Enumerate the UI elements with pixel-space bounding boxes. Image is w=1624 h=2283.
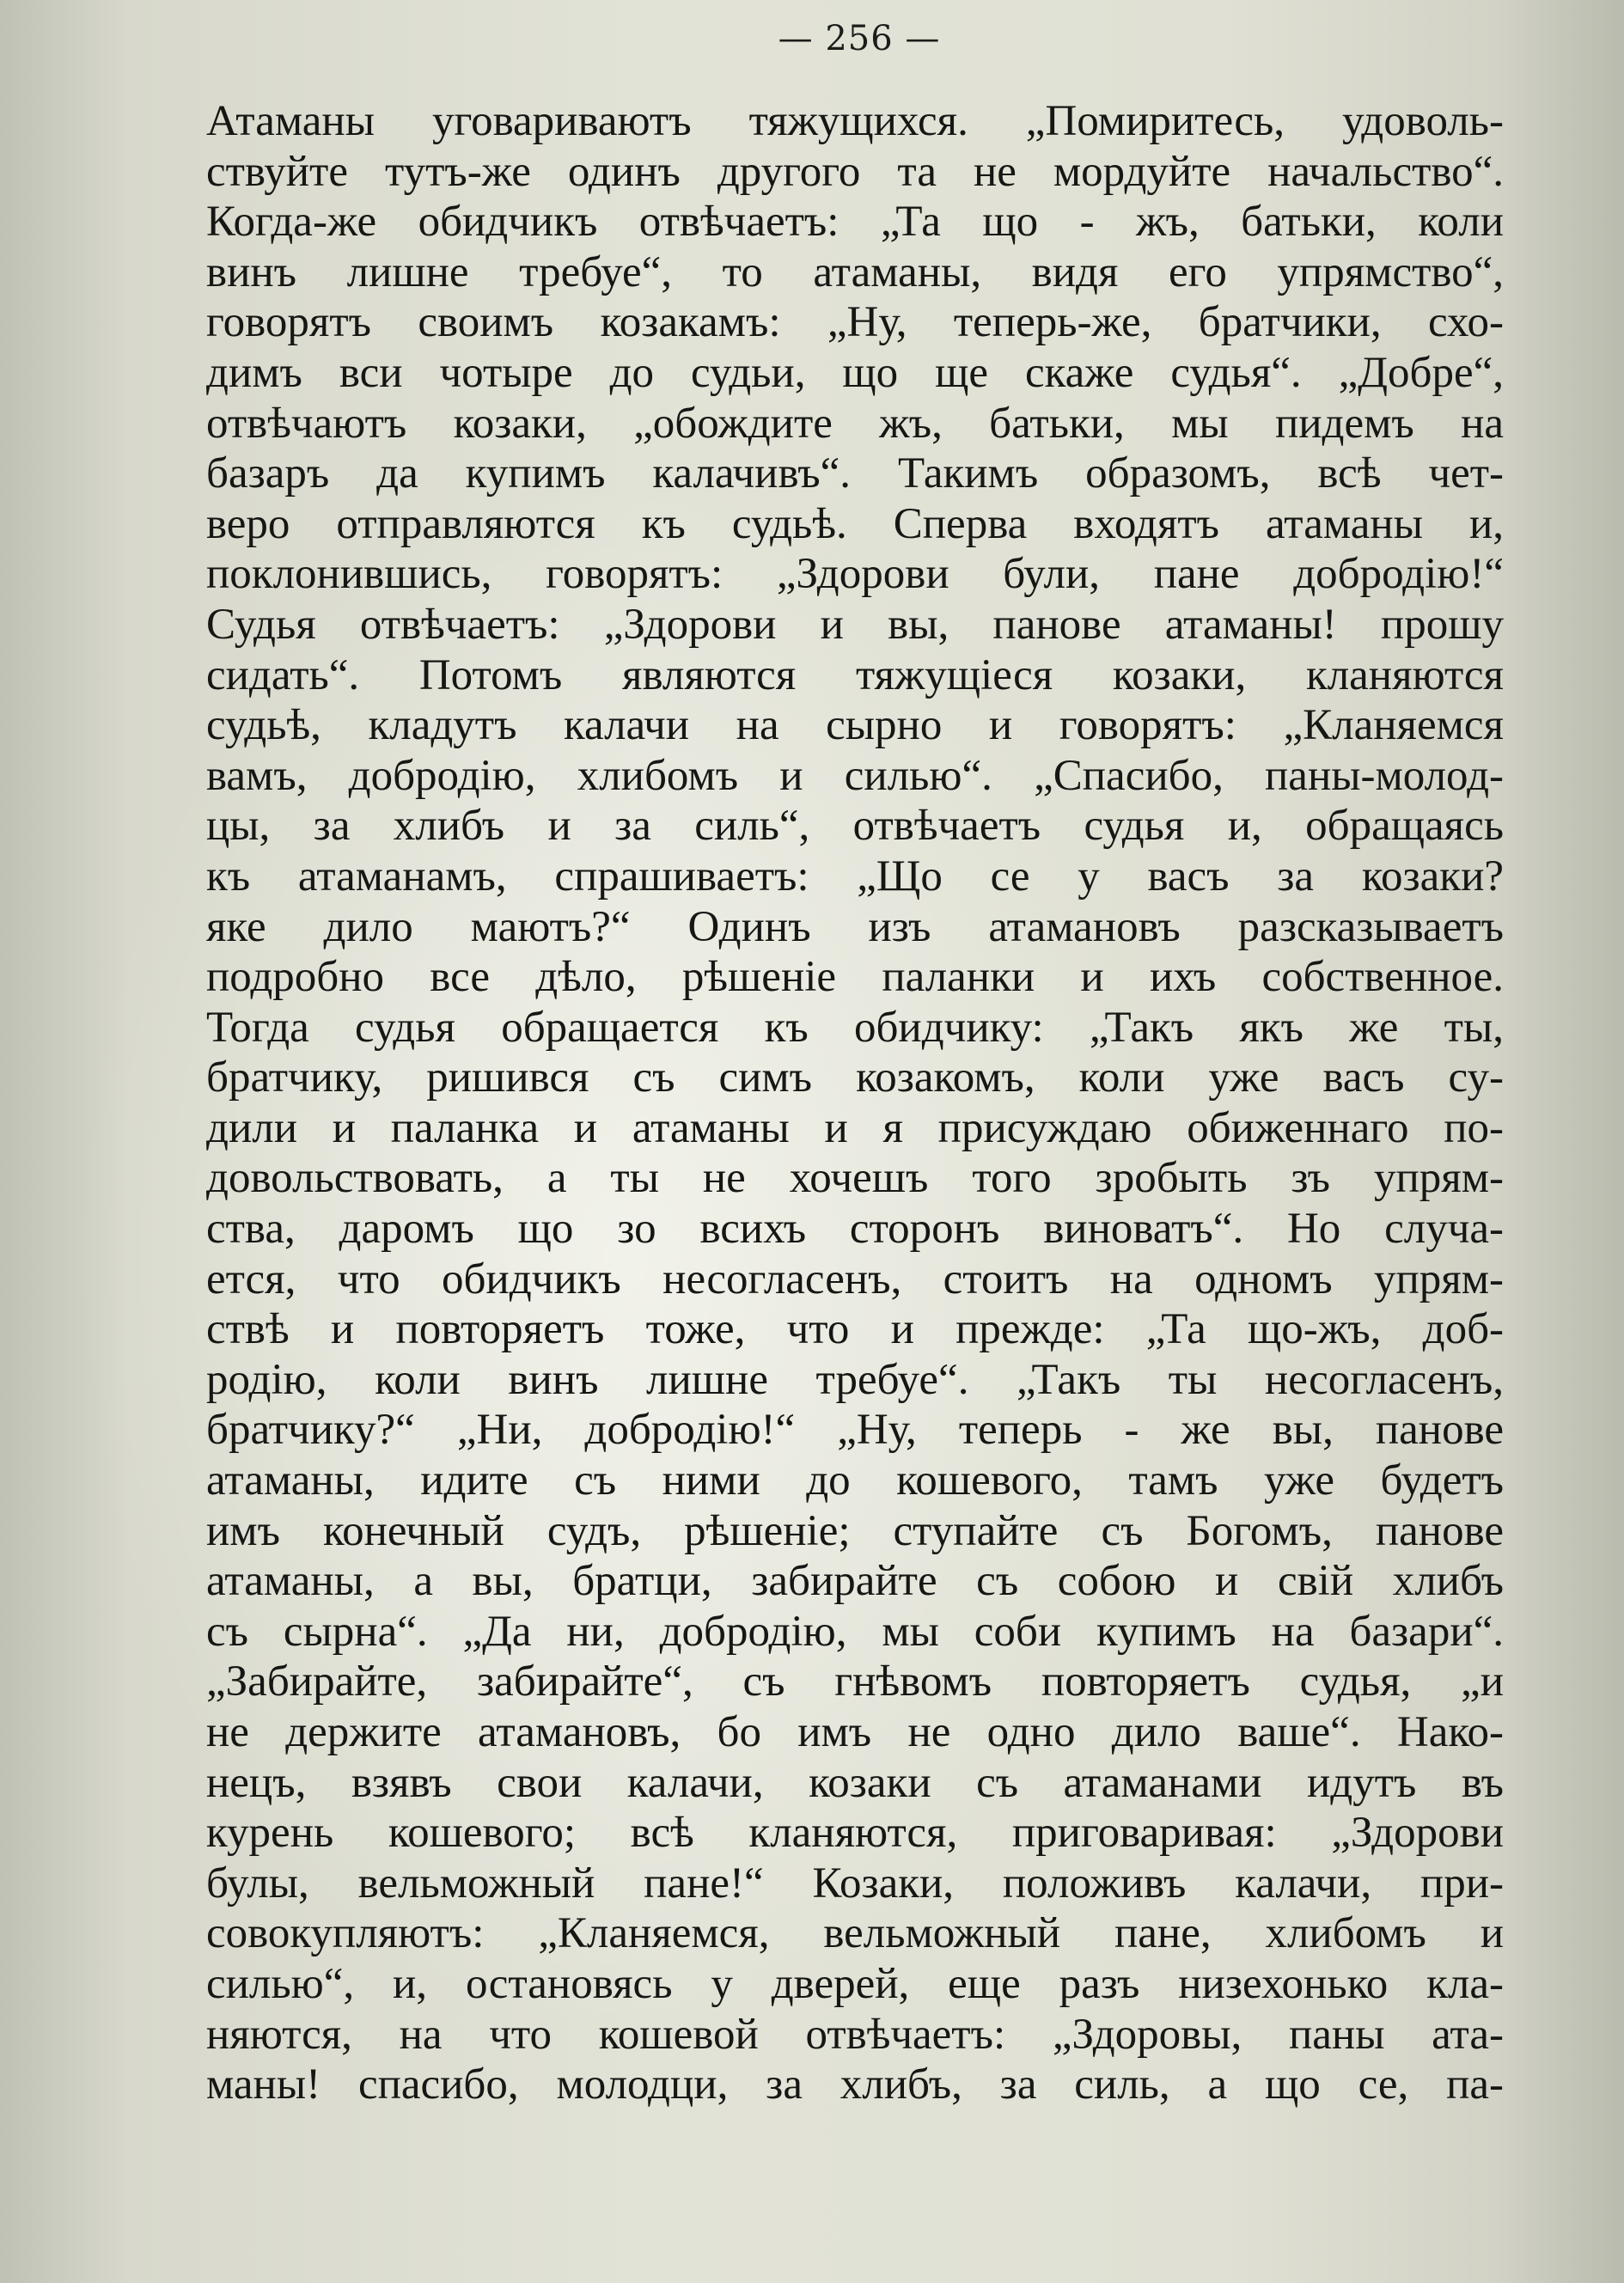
text-line: курень кошевого; всѣ кланяются, приговаривая: „Здорови bbox=[206, 1809, 1504, 1858]
text-line: подробно все дѣло, рѣшеніе паланки и ихъ собственное. bbox=[206, 953, 1504, 1002]
text-line: веро отправляются къ судьѣ. Сперва входятъ атаманы и, bbox=[206, 499, 1504, 548]
text-line: съ сырна“. „Да ни, добродію, мы соби купимъ на базари“. bbox=[206, 1607, 1504, 1656]
text-line: атаманы, а вы, братци, забирайте съ собою и свій хлибъ bbox=[206, 1557, 1504, 1606]
text-line: димъ вси чотыре до судьи, що ще скаже судья“. „Добре“, bbox=[206, 348, 1504, 397]
text-line: не держите атамановъ, бо имъ не одно дило ваше“. Нако- bbox=[206, 1708, 1504, 1756]
text-line: винъ лишне требуе“, то атаманы, видя его упрямство“, bbox=[206, 247, 1504, 296]
text-line: няются, на что кошевой отвѣчаетъ: „Здоровы, паны ата- bbox=[206, 2010, 1504, 2059]
text-line: родію, коли винъ лишне требуе“. „Такъ ты несогласенъ, bbox=[206, 1355, 1504, 1404]
text-line: вамъ, добродію, хлибомъ и силью“. „Спасибо, паны-молод- bbox=[206, 751, 1504, 800]
text-line: Когда-же обидчикъ отвѣчаетъ: „Та що - жъ, батьки, коли bbox=[206, 198, 1504, 247]
text-line: сидать“. Потомъ являются тяжущіеся козаки, кланяются bbox=[206, 650, 1504, 699]
text-line: Тогда судья обращается къ обидчику: „Такъ якъ же ты, bbox=[206, 1003, 1504, 1052]
text-line: „Забирайте, забирайте“, съ гнѣвомъ повторяетъ судья, „и bbox=[206, 1657, 1504, 1706]
text-line: ствуйте тутъ-же одинъ другого та не мордуйте начальство“. bbox=[206, 147, 1504, 196]
text-line: отвѣчаютъ козаки, „обождите жъ, батьки, мы пидемъ на bbox=[206, 399, 1504, 448]
text-line: атаманы, идите съ ними до кошевого, тамъ уже будетъ bbox=[206, 1456, 1504, 1505]
text-line: братчику, ришився съ симъ козакомъ, коли уже васъ су- bbox=[206, 1053, 1504, 1102]
text-line: маны! спасибо, молодци, за хлибъ, за силь, а що се, па- bbox=[206, 2060, 1504, 2109]
page-number: — 256 — bbox=[778, 19, 941, 58]
text-line: силью“, и, остановясь у дверей, еще разъ низехонько кла- bbox=[206, 1959, 1504, 2008]
text-line: ства, даромъ що зо всихъ сторонъ виноватъ“. Но случа- bbox=[206, 1205, 1504, 1254]
text-line: къ атаманамъ, спрашиваетъ: „Що се у васъ за козаки? bbox=[206, 852, 1504, 900]
text-line: булы, вельможный пане!“ Козаки, положивъ калачи, при- bbox=[206, 1859, 1504, 1908]
text-line: цы, за хлибъ и за силь“, отвѣчаетъ судья и, обращаясь bbox=[206, 802, 1504, 851]
text-line: судьѣ, кладутъ калачи на сырно и говорятъ: „Кланяемся bbox=[206, 701, 1504, 750]
text-line: дили и паланка и атаманы и я присуждаю обиженнаго по- bbox=[206, 1103, 1504, 1152]
text-line: ствѣ и повторяетъ тоже, что и прежде: „Та що-жъ, доб- bbox=[206, 1305, 1504, 1354]
text-line: нецъ, взявъ свои калачи, козаки съ атаманами идутъ въ bbox=[206, 1758, 1504, 1807]
text-line: довольствовать, а ты не хочешъ того зробыть зъ упрям- bbox=[206, 1154, 1504, 1203]
text-line: братчику?“ „Ни, добродію!“ „Ну, теперь - же вы, панове bbox=[206, 1406, 1504, 1455]
text-line: говорятъ своимъ козакамъ: „Ну, теперь-же, братчики, схо- bbox=[206, 298, 1504, 347]
text-line: ется, что обидчикъ несогласенъ, стоитъ на одномъ упрям- bbox=[206, 1254, 1504, 1303]
body-text bbox=[206, 96, 1504, 2110]
text-line: Атаманы уговариваютъ тяжущихся. „Помиритесь, удоволь- bbox=[206, 97, 1504, 145]
text-line: базаръ да купимъ калачивъ“. Такимъ образомъ, всѣ чет- bbox=[206, 449, 1504, 498]
text-line: имъ конечный судъ, рѣшеніе; ступайте съ Богомъ, панове bbox=[206, 1506, 1504, 1555]
text-line: поклонившись, говорятъ: „Здорови були, пане добродію!“ bbox=[206, 550, 1504, 599]
text-line: Судья отвѣчаетъ: „Здорови и вы, панове атаманы! прошу bbox=[206, 600, 1504, 649]
text-line: совокупляютъ: „Кланяемся, вельможный пане, хлибомъ и bbox=[206, 1909, 1504, 1958]
text-line: яке дило маютъ?“ Одинъ изъ атамановъ разсказываетъ bbox=[206, 902, 1504, 951]
